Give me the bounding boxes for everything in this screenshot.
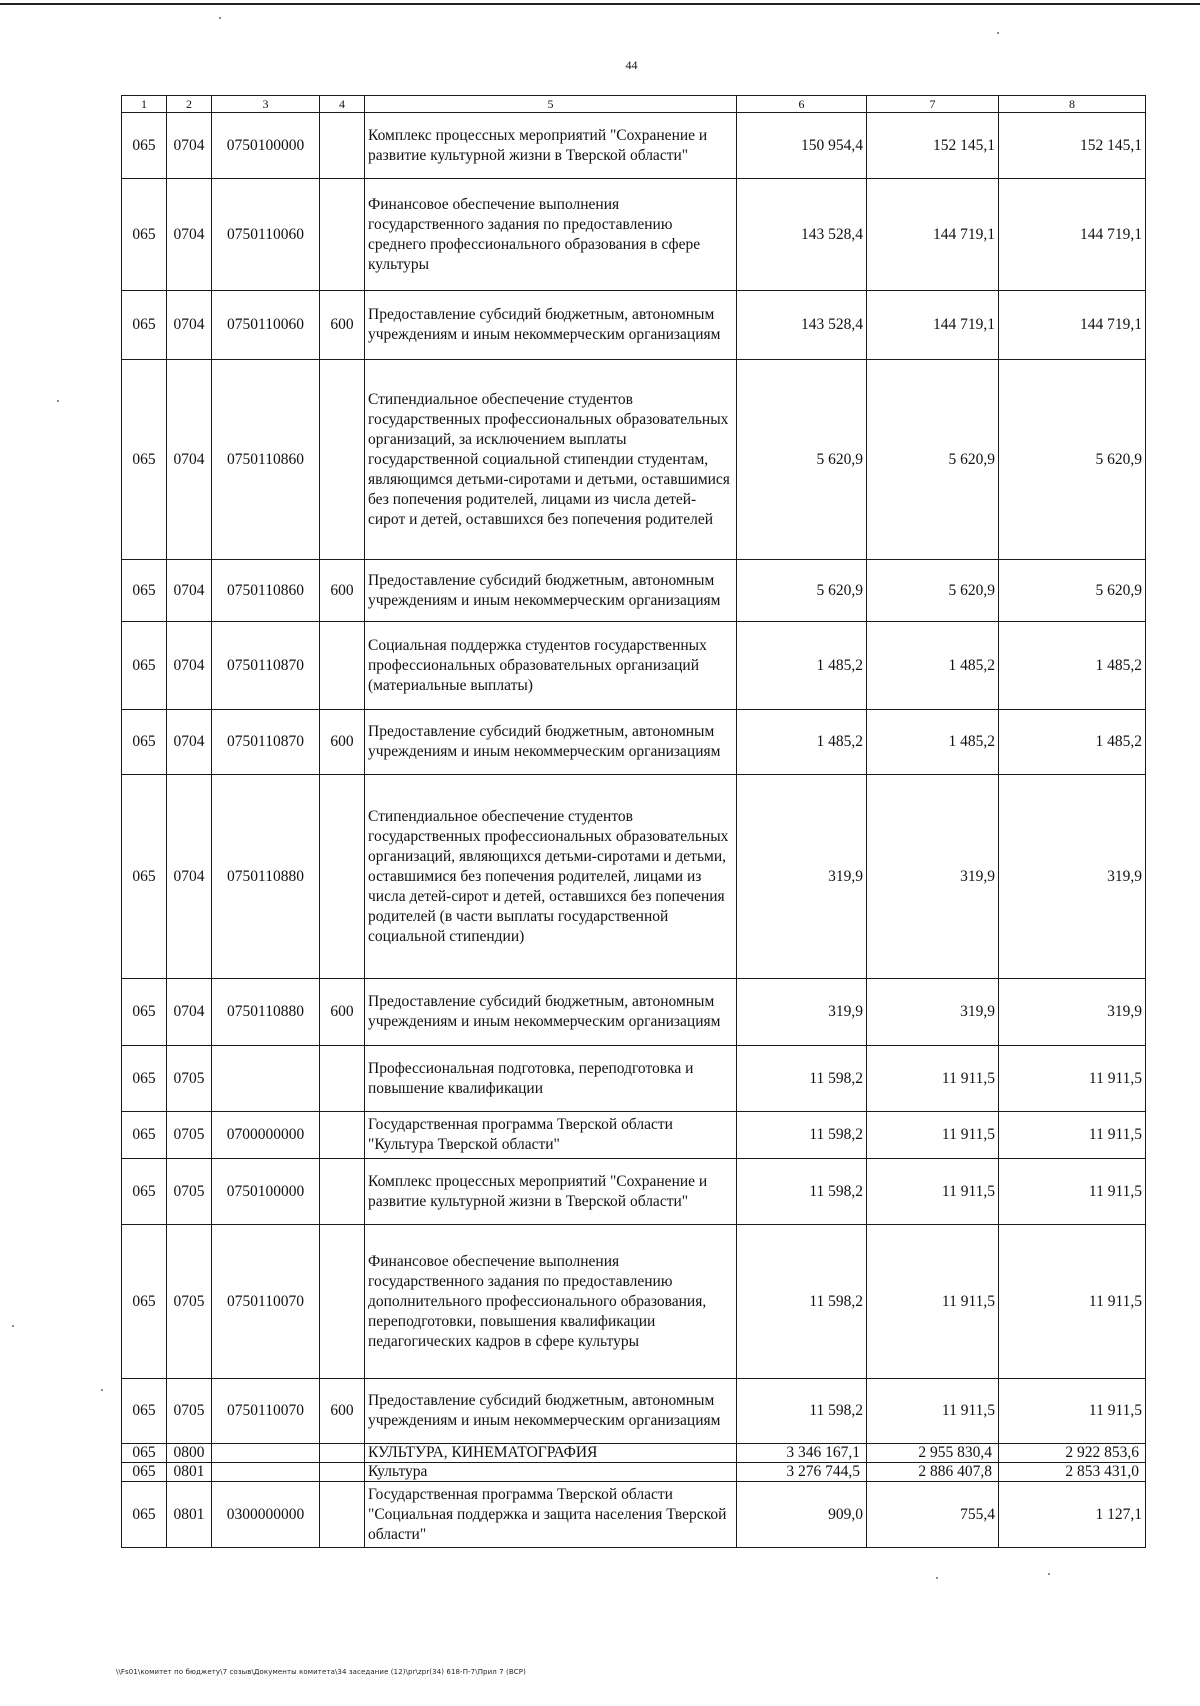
cell-expense-type [320,1463,365,1482]
table-row [122,1225,1146,1379]
cell-section: 0704 [167,560,212,622]
cell-amount-1: 319,9 [737,979,867,1046]
scan-speck [219,17,221,19]
cell-amount-3: 144 719,1 [999,179,1146,291]
col-header-3: 3 [212,96,320,113]
cell-ved: 065 [122,1463,167,1482]
cell-section: 0705 [167,1159,212,1225]
cell-ved: 065 [122,979,167,1046]
cell-target-code: 0750110060 [212,179,320,291]
table-row [122,360,1146,560]
table-row [122,1379,1146,1444]
cell-amount-1: 909,0 [737,1482,867,1548]
cell-ved: 065 [122,710,167,775]
cell-ved: 065 [122,1225,167,1379]
scan-speck [997,32,999,34]
cell-section: 0801 [167,1482,212,1548]
col-header-8: 8 [999,96,1146,113]
cell-amount-1: 5 620,9 [737,560,867,622]
table-row [122,1159,1146,1225]
cell-description: Предоставление субсидий бюджетным, автономным учреждениям и иным некоммерческим организациям [365,979,737,1046]
cell-amount-1: 319,9 [737,775,867,979]
page-number: 44 [625,58,638,72]
cell-description: Стипендиальное обеспечение студентов государственных профессиональных образовательных организаций, за исключением выплаты государственной социальной стипендии студентам, являющимся детьми-сиротами и детьми, оставшимися без попечения родителей, лицами из числа детей-сирот и детей, оставшихся без попечения родителей [365,360,737,560]
table-row [122,1046,1146,1112]
cell-ved: 065 [122,113,167,179]
cell-amount-3: 5 620,9 [999,360,1146,560]
cell-amount-3: 11 911,5 [999,1046,1146,1112]
footer-file-path: \\Fs01\комитет по бюджету\7 созыв\Документы комитета\34 заседание (12)\pr\zpr(34) 618-П-7\Прил 7 (ВСР) [116,1668,526,1676]
table-row [122,979,1146,1046]
cell-amount-2: 152 145,1 [867,113,999,179]
cell-expense-type [320,1159,365,1225]
cell-amount-1: 11 598,2 [737,1159,867,1225]
top-border-line [0,3,1200,5]
cell-amount-3: 144 719,1 [999,291,1146,360]
cell-target-code [212,1444,320,1463]
cell-ved: 065 [122,1444,167,1463]
cell-ved: 065 [122,560,167,622]
cell-amount-2: 319,9 [867,979,999,1046]
cell-amount-3: 11 911,5 [999,1379,1146,1444]
cell-target-code: 0750100000 [212,1159,320,1225]
col-header-5: 5 [365,96,737,113]
cell-target-code: 0750110880 [212,979,320,1046]
cell-amount-2: 1 485,2 [867,622,999,710]
cell-description: Государственная программа Тверской области "Культура Тверской области" [365,1112,737,1159]
cell-target-code: 0750110870 [212,710,320,775]
cell-target-code [212,1046,320,1112]
cell-description: Финансовое обеспечение выполнения государственного задания по предоставлению среднего профессионального образования в сфере культуры [365,179,737,291]
cell-target-code [212,1463,320,1482]
cell-amount-3: 11 911,5 [999,1225,1146,1379]
cell-amount-2: 5 620,9 [867,560,999,622]
cell-amount-3: 5 620,9 [999,560,1146,622]
cell-target-code: 0750110070 [212,1379,320,1444]
cell-ved: 065 [122,291,167,360]
col-header-7: 7 [867,96,999,113]
cell-amount-3: 2 853 431,0 [999,1463,1146,1482]
cell-expense-type: 600 [320,710,365,775]
col-header-1: 1 [122,96,167,113]
cell-description: Предоставление субсидий бюджетным, автономным учреждениям и иным некоммерческим организациям [365,291,737,360]
cell-amount-2: 319,9 [867,775,999,979]
cell-target-code: 0700000000 [212,1112,320,1159]
cell-section: 0704 [167,113,212,179]
cell-expense-type: 600 [320,291,365,360]
cell-amount-3: 1 127,1 [999,1482,1146,1548]
table-row [122,1112,1146,1159]
cell-section: 0704 [167,622,212,710]
cell-expense-type: 600 [320,1379,365,1444]
cell-amount-3: 319,9 [999,979,1146,1046]
budget-table [121,95,1146,1548]
cell-amount-2: 11 911,5 [867,1225,999,1379]
cell-section: 0705 [167,1112,212,1159]
cell-amount-1: 11 598,2 [737,1225,867,1379]
cell-section: 0800 [167,1444,212,1463]
cell-section: 0801 [167,1463,212,1482]
cell-ved: 065 [122,1159,167,1225]
table-row [122,179,1146,291]
table-row [122,560,1146,622]
cell-amount-3: 2 922 853,6 [999,1444,1146,1463]
scan-speck [12,1325,14,1327]
cell-ved: 065 [122,1482,167,1548]
cell-ved: 065 [122,1379,167,1444]
cell-section: 0705 [167,1046,212,1112]
cell-amount-2: 2 886 407,8 [867,1463,999,1482]
cell-section: 0704 [167,710,212,775]
cell-expense-type [320,775,365,979]
cell-target-code: 0750110880 [212,775,320,979]
cell-description: Государственная программа Тверской области "Социальная поддержка и защита населения Тверской области" [365,1482,737,1548]
scan-speck [1048,1573,1050,1575]
cell-expense-type [320,1046,365,1112]
cell-amount-1: 3 276 744,5 [737,1463,867,1482]
cell-ved: 065 [122,1112,167,1159]
scan-speck [101,1389,103,1391]
cell-amount-1: 143 528,4 [737,291,867,360]
cell-description: Комплекс процессных мероприятий "Сохранение и развитие культурной жизни в Тверской области" [365,113,737,179]
cell-amount-2: 755,4 [867,1482,999,1548]
cell-ved: 065 [122,360,167,560]
table-row [122,775,1146,979]
cell-description: КУЛЬТУРА, КИНЕМАТОГРАФИЯ [365,1444,737,1463]
table-row [122,1482,1146,1548]
cell-target-code: 0750110070 [212,1225,320,1379]
cell-target-code: 0300000000 [212,1482,320,1548]
table-row [122,710,1146,775]
cell-amount-1: 5 620,9 [737,360,867,560]
column-number-row [122,96,1146,113]
cell-amount-3: 11 911,5 [999,1159,1146,1225]
cell-amount-2: 2 955 830,4 [867,1444,999,1463]
cell-section: 0704 [167,979,212,1046]
cell-section: 0704 [167,775,212,979]
cell-expense-type [320,113,365,179]
cell-amount-3: 11 911,5 [999,1112,1146,1159]
cell-amount-1: 11 598,2 [737,1112,867,1159]
cell-expense-type [320,622,365,710]
cell-description: Предоставление субсидий бюджетным, автономным учреждениям и иным некоммерческим организациям [365,560,737,622]
cell-amount-2: 1 485,2 [867,710,999,775]
cell-expense-type [320,1444,365,1463]
cell-amount-1: 11 598,2 [737,1046,867,1112]
cell-description: Стипендиальное обеспечение студентов государственных профессиональных образовательных организаций, являющихся детьми-сиротами и детьми, оставшимися без попечения родителей, лицами из числа детей-сирот и детей, оставшихся без попечения родителей (в части выплаты государственной социальной стипендии) [365,775,737,979]
cell-expense-type [320,179,365,291]
col-header-2: 2 [167,96,212,113]
scan-speck [936,1577,938,1579]
cell-amount-2: 5 620,9 [867,360,999,560]
cell-amount-1: 143 528,4 [737,179,867,291]
cell-description: Культура [365,1463,737,1482]
col-header-6: 6 [737,96,867,113]
cell-description: Предоставление субсидий бюджетным, автономным учреждениям и иным некоммерческим организациям [365,710,737,775]
cell-amount-3: 152 145,1 [999,113,1146,179]
table-row [122,291,1146,360]
cell-amount-1: 1 485,2 [737,622,867,710]
cell-amount-3: 1 485,2 [999,710,1146,775]
table-row [122,1463,1146,1482]
cell-amount-3: 1 485,2 [999,622,1146,710]
cell-amount-3: 319,9 [999,775,1146,979]
cell-amount-2: 11 911,5 [867,1046,999,1112]
cell-ved: 065 [122,179,167,291]
cell-target-code: 0750110860 [212,360,320,560]
cell-target-code: 0750110870 [212,622,320,710]
cell-section: 0705 [167,1379,212,1444]
cell-amount-2: 11 911,5 [867,1159,999,1225]
cell-section: 0704 [167,291,212,360]
table-row [122,1444,1146,1463]
cell-section: 0705 [167,1225,212,1379]
cell-amount-2: 144 719,1 [867,179,999,291]
cell-amount-2: 11 911,5 [867,1112,999,1159]
cell-target-code: 0750100000 [212,113,320,179]
cell-amount-1: 1 485,2 [737,710,867,775]
cell-description: Профессиональная подготовка, переподготовка и повышение квалификации [365,1046,737,1112]
cell-expense-type [320,1225,365,1379]
cell-section: 0704 [167,360,212,560]
table-row [122,622,1146,710]
cell-amount-2: 11 911,5 [867,1379,999,1444]
cell-ved: 065 [122,622,167,710]
cell-expense-type [320,360,365,560]
cell-ved: 065 [122,1046,167,1112]
cell-amount-1: 11 598,2 [737,1379,867,1444]
scan-speck [57,400,59,402]
cell-expense-type: 600 [320,560,365,622]
table-row [122,113,1146,179]
cell-expense-type [320,1482,365,1548]
cell-description: Предоставление субсидий бюджетным, автономным учреждениям и иным некоммерческим организациям [365,1379,737,1444]
cell-amount-1: 3 346 167,1 [737,1444,867,1463]
cell-target-code: 0750110060 [212,291,320,360]
cell-amount-2: 144 719,1 [867,291,999,360]
cell-section: 0704 [167,179,212,291]
cell-ved: 065 [122,775,167,979]
cell-description: Социальная поддержка студентов государственных профессиональных образовательных организаций (материальные выплаты) [365,622,737,710]
cell-expense-type [320,1112,365,1159]
cell-expense-type: 600 [320,979,365,1046]
col-header-4: 4 [320,96,365,113]
cell-target-code: 0750110860 [212,560,320,622]
cell-description: Комплекс процессных мероприятий "Сохранение и развитие культурной жизни в Тверской области" [365,1159,737,1225]
cell-description: Финансовое обеспечение выполнения государственного задания по предоставлению дополнительного профессионального образования, переподготовки, повышения квалификации педагогических кадров в сфере культуры [365,1225,737,1379]
cell-amount-1: 150 954,4 [737,113,867,179]
